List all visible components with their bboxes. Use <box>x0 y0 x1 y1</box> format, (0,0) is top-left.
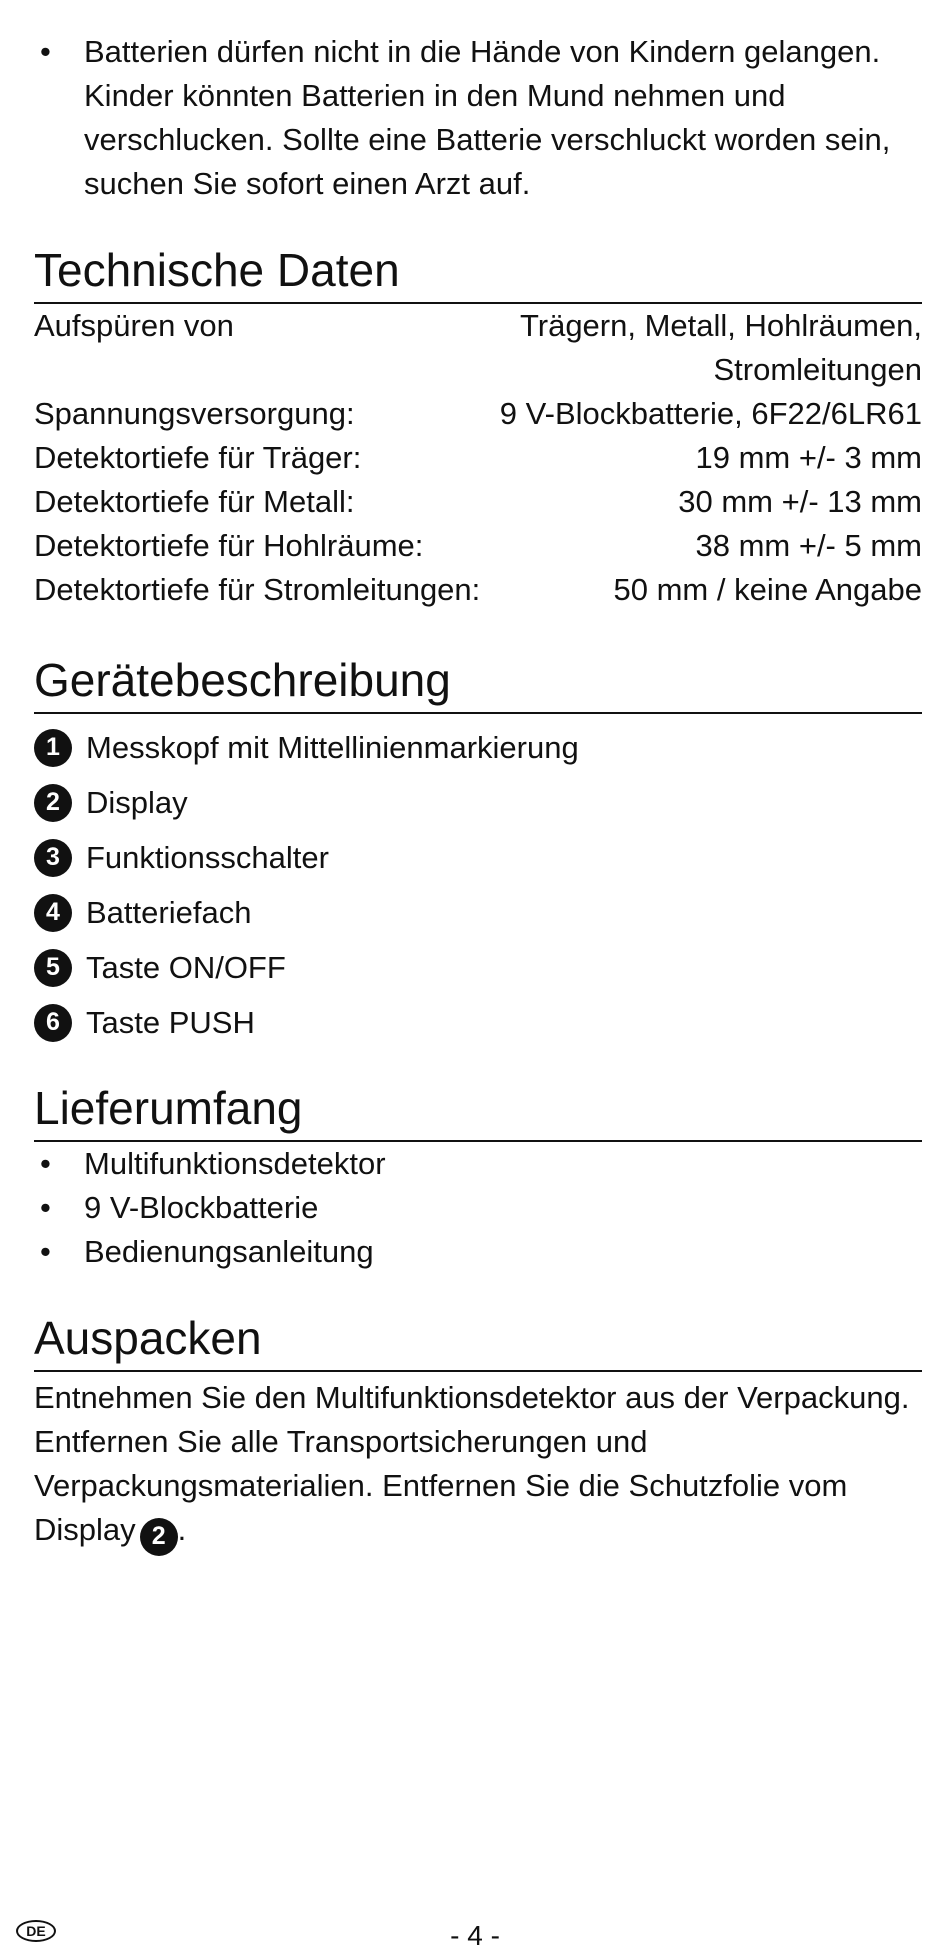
list-item <box>34 1230 922 1274</box>
spec-label: Detektortiefe für Hohlräume: <box>34 528 424 563</box>
tech-heading: Technische Daten <box>34 242 922 304</box>
bullet-icon: • <box>40 1234 51 1269</box>
part-label: Taste ON/OFF <box>86 949 286 985</box>
number-badge-icon: 6 <box>34 1004 72 1042</box>
list-item <box>34 830 922 885</box>
spec-label: Detektortiefe für Stromleitungen: <box>34 572 481 607</box>
part-label: Messkopf mit Mittellinienmarkierung <box>86 729 579 765</box>
scope-heading: Lieferumfang <box>34 1080 922 1142</box>
number-badge-icon: 4 <box>34 894 72 932</box>
list-item <box>34 1142 922 1186</box>
manual-page <box>34 30 922 1556</box>
page-number: - 4 - <box>450 1920 500 1951</box>
spec-label: Spannungsversorgung: <box>34 396 355 431</box>
spec-label: Detektortiefe für Metall: <box>34 484 355 519</box>
scope-item: Multifunktionsdetektor <box>84 1146 386 1181</box>
spec-label: Aufspüren von <box>34 308 234 343</box>
safety-text: Batterien dürfen nicht in die Hände von Kindern gelangen. Kinder könnten Batterien in den Mund nehmen und verschlucken. Sollte eine Batterie verschluckt worden sein, suchen Sie sofort einen Arzt auf. <box>84 34 891 201</box>
device-heading: Gerätebeschreibung <box>34 652 922 714</box>
device-section <box>34 652 922 1050</box>
unpack-end: . <box>177 1512 187 1547</box>
unpack-heading: Auspacken <box>34 1310 922 1372</box>
tech-section <box>34 242 922 612</box>
scope-section <box>34 1080 922 1274</box>
language-badge: DE <box>16 1920 56 1942</box>
number-badge-icon: 2 <box>140 1518 178 1556</box>
unpack-text: Entnehmen Sie den Multifunktionsdetektor aus der Verpackung. Entfernen Sie alle Transportsicherungen und Verpackungsmaterialien. Entfernen Sie die Schutzfolie vom Display <box>34 1380 910 1547</box>
bullet-icon: • <box>40 1190 51 1225</box>
spec-value: Trägern, Metall, Hohlräumen, Stromleitungen <box>519 308 922 387</box>
parts-list <box>34 720 922 1050</box>
scope-item: Bedienungsanleitung <box>84 1234 374 1269</box>
spec-value: 30 mm +/- 13 mm <box>678 484 922 519</box>
spec-label: Detektortiefe für Träger: <box>34 440 362 475</box>
table-row <box>34 436 922 480</box>
bullet-icon: • <box>40 34 51 69</box>
bullet-icon: • <box>40 1146 51 1181</box>
number-badge-icon: 5 <box>34 949 72 987</box>
spec-value: 19 mm +/- 3 mm <box>695 440 922 475</box>
list-item <box>34 30 922 206</box>
list-item <box>34 885 922 940</box>
spec-value: 9 V-Blockbatterie, 6F22/6LR61 <box>499 396 922 431</box>
list-item <box>34 720 922 775</box>
table-row <box>34 524 922 568</box>
table-row <box>34 568 922 612</box>
part-label: Display <box>86 784 188 820</box>
table-row <box>34 480 922 524</box>
list-item <box>34 995 922 1050</box>
spec-value: 50 mm / keine Angabe <box>613 572 922 607</box>
number-badge-icon: 1 <box>34 729 72 767</box>
table-row <box>34 304 922 392</box>
scope-list <box>34 1142 922 1274</box>
list-item <box>34 775 922 830</box>
part-label: Taste PUSH <box>86 1004 255 1040</box>
spec-value: 38 mm +/- 5 mm <box>695 528 922 563</box>
spec-table <box>34 304 922 612</box>
safety-bullet-list <box>34 30 922 206</box>
part-label: Funktionsschalter <box>86 839 329 875</box>
list-item <box>34 940 922 995</box>
number-badge-icon: 2 <box>34 784 72 822</box>
number-badge-icon: 3 <box>34 839 72 877</box>
unpack-section <box>34 1310 922 1556</box>
unpack-paragraph <box>34 1376 922 1556</box>
part-label: Batteriefach <box>86 894 252 930</box>
list-item <box>34 1186 922 1230</box>
table-row <box>34 392 922 436</box>
scope-item: 9 V-Blockbatterie <box>84 1190 319 1225</box>
